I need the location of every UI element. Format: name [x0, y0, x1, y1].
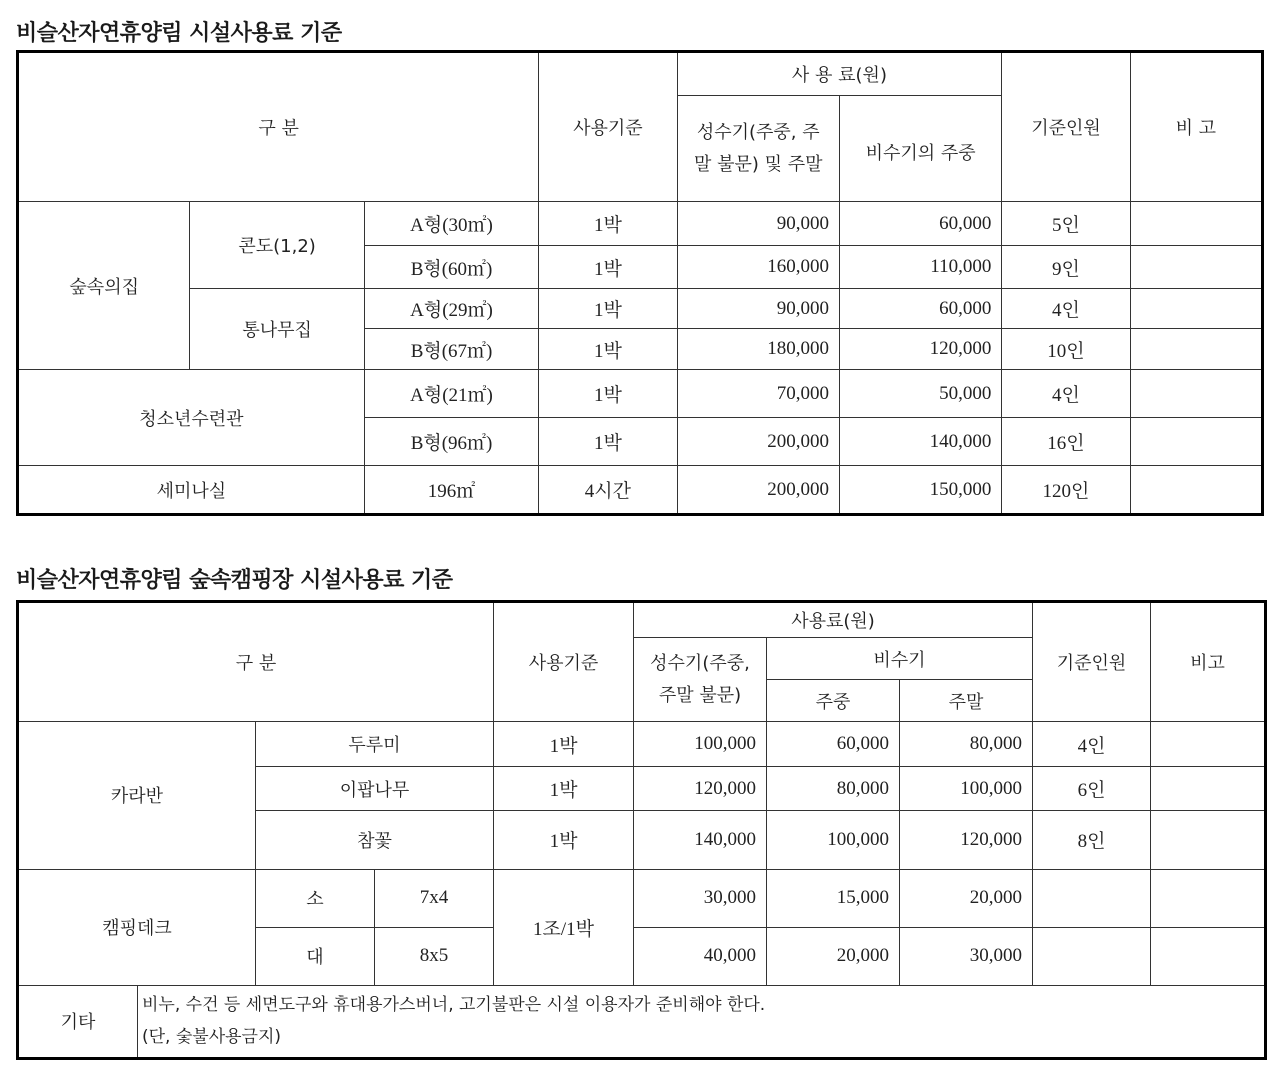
row-capacity: 5인	[1002, 202, 1130, 246]
header-remarks: 비고	[1151, 602, 1266, 722]
caravan-weekend: 80,000	[900, 722, 1033, 767]
row-remarks	[1130, 329, 1262, 370]
camping-fee-table	[16, 600, 1267, 1060]
caravan-name: 두루미	[256, 722, 494, 767]
row-capacity: 9인	[1002, 246, 1130, 289]
header-remarks: 비 고	[1130, 52, 1262, 202]
header-peak: 성수기(주중, 주말 불문) 및 주말	[677, 96, 839, 202]
header-category: 구 분	[18, 602, 494, 722]
group-log-house: 통나무집	[190, 289, 364, 370]
deck-peak: 40,000	[634, 927, 767, 985]
deck-peak: 30,000	[634, 869, 767, 927]
deck-size: 대	[256, 927, 375, 985]
header-usage: 사용기준	[539, 52, 677, 202]
caravan-capacity: 4인	[1033, 722, 1151, 767]
row-capacity: 16인	[1002, 418, 1130, 466]
facility-fee-table	[16, 50, 1264, 516]
deck-weekend: 30,000	[900, 927, 1033, 985]
row-capacity: 4인	[1002, 289, 1130, 329]
row-remarks	[1130, 418, 1262, 466]
caravan-peak: 120,000	[634, 767, 767, 811]
caravan-weekday: 100,000	[767, 811, 900, 869]
header-offpeak: 비수기의 주중	[839, 96, 1001, 202]
table2-title: 비슬산자연휴양림 숲속캠핑장 시설사용료 기준	[16, 568, 453, 593]
row-usage: 1박	[539, 418, 677, 466]
row-capacity: 120인	[1002, 466, 1130, 515]
row-usage: 1박	[539, 370, 677, 418]
caravan-capacity: 6인	[1033, 767, 1151, 811]
row-peak: 90,000	[677, 202, 839, 246]
row-type: B형(96㎡)	[364, 418, 538, 466]
row-type: A형(21㎡)	[364, 370, 538, 418]
deck-weekday: 20,000	[767, 927, 900, 985]
deck-remarks	[1151, 927, 1266, 985]
row-type: B형(67㎡)	[364, 329, 538, 370]
header-category: 구 분	[18, 52, 539, 202]
group-camping-deck: 캠핑데크	[18, 869, 256, 985]
row-peak: 200,000	[677, 466, 839, 515]
header-weekend: 주말	[900, 680, 1033, 722]
other-note-line-2: (단, 숯불사용금지)	[142, 1027, 282, 1048]
deck-remarks	[1151, 869, 1266, 927]
row-offpeak: 50,000	[839, 370, 1001, 418]
row-usage: 1박	[539, 329, 677, 370]
group-other: 기타	[18, 985, 138, 1058]
deck-size: 소	[256, 869, 375, 927]
caravan-usage: 1박	[494, 722, 634, 767]
caravan-usage: 1박	[494, 767, 634, 811]
header-weekday: 주중	[767, 680, 900, 722]
caravan-name: 이팝나무	[256, 767, 494, 811]
caravan-usage: 1박	[494, 811, 634, 869]
row-offpeak: 140,000	[839, 418, 1001, 466]
row-remarks	[1130, 202, 1262, 246]
caravan-weekday: 80,000	[767, 767, 900, 811]
deck-usage: 1조/1박	[494, 869, 634, 985]
row-remarks	[1130, 246, 1262, 289]
group-seminar: 세미나실	[18, 466, 365, 515]
other-note	[138, 985, 1266, 1058]
row-usage: 1박	[539, 246, 677, 289]
caravan-peak: 140,000	[634, 811, 767, 869]
header-fee: 사용료(원)	[634, 602, 1033, 638]
caravan-remarks	[1151, 722, 1266, 767]
row-peak: 180,000	[677, 329, 839, 370]
header-capacity: 기준인원	[1033, 602, 1151, 722]
group-youth-center: 청소년수련관	[18, 370, 365, 466]
row-capacity: 10인	[1002, 329, 1130, 370]
row-type: 196㎡	[364, 466, 538, 515]
deck-weekday: 15,000	[767, 869, 900, 927]
group-condo: 콘도(1,2)	[190, 202, 364, 289]
row-peak: 90,000	[677, 289, 839, 329]
row-offpeak: 120,000	[839, 329, 1001, 370]
header-fee: 사 용 료(원)	[677, 52, 1002, 96]
caravan-remarks	[1151, 811, 1266, 869]
caravan-weekday: 60,000	[767, 722, 900, 767]
header-usage: 사용기준	[494, 602, 634, 722]
other-note-line-1: 비누, 수건 등 세면도구와 휴대용가스버너, 고기불판은 시설 이용자가 준비해야 한다.	[142, 995, 766, 1016]
row-peak: 160,000	[677, 246, 839, 289]
row-peak: 70,000	[677, 370, 839, 418]
row-remarks	[1130, 466, 1262, 515]
caravan-name: 참꽃	[256, 811, 494, 869]
deck-capacity	[1033, 927, 1151, 985]
row-remarks	[1130, 289, 1262, 329]
caravan-remarks	[1151, 767, 1266, 811]
deck-capacity	[1033, 869, 1151, 927]
row-usage: 4시간	[539, 466, 677, 515]
row-peak: 200,000	[677, 418, 839, 466]
caravan-weekend: 100,000	[900, 767, 1033, 811]
row-usage: 1박	[539, 202, 677, 246]
deck-dimension: 8x5	[375, 927, 494, 985]
group-caravan: 카라반	[18, 722, 256, 869]
caravan-peak: 100,000	[634, 722, 767, 767]
row-remarks	[1130, 370, 1262, 418]
row-type: B형(60㎡)	[364, 246, 538, 289]
row-offpeak: 60,000	[839, 202, 1001, 246]
group-forest-house: 숲속의집	[18, 202, 190, 370]
header-offpeak: 비수기	[767, 638, 1033, 680]
row-capacity: 4인	[1002, 370, 1130, 418]
row-type: A형(29㎡)	[364, 289, 538, 329]
caravan-weekend: 120,000	[900, 811, 1033, 869]
row-usage: 1박	[539, 289, 677, 329]
header-capacity: 기준인원	[1002, 52, 1130, 202]
row-offpeak: 150,000	[839, 466, 1001, 515]
deck-weekend: 20,000	[900, 869, 1033, 927]
table1-title: 비슬산자연휴양림 시설사용료 기준	[16, 21, 342, 46]
row-offpeak: 60,000	[839, 289, 1001, 329]
header-peak: 성수기(주중, 주말 불문)	[634, 638, 767, 722]
row-offpeak: 110,000	[839, 246, 1001, 289]
caravan-capacity: 8인	[1033, 811, 1151, 869]
row-type: A형(30㎡)	[364, 202, 538, 246]
deck-dimension: 7x4	[375, 869, 494, 927]
